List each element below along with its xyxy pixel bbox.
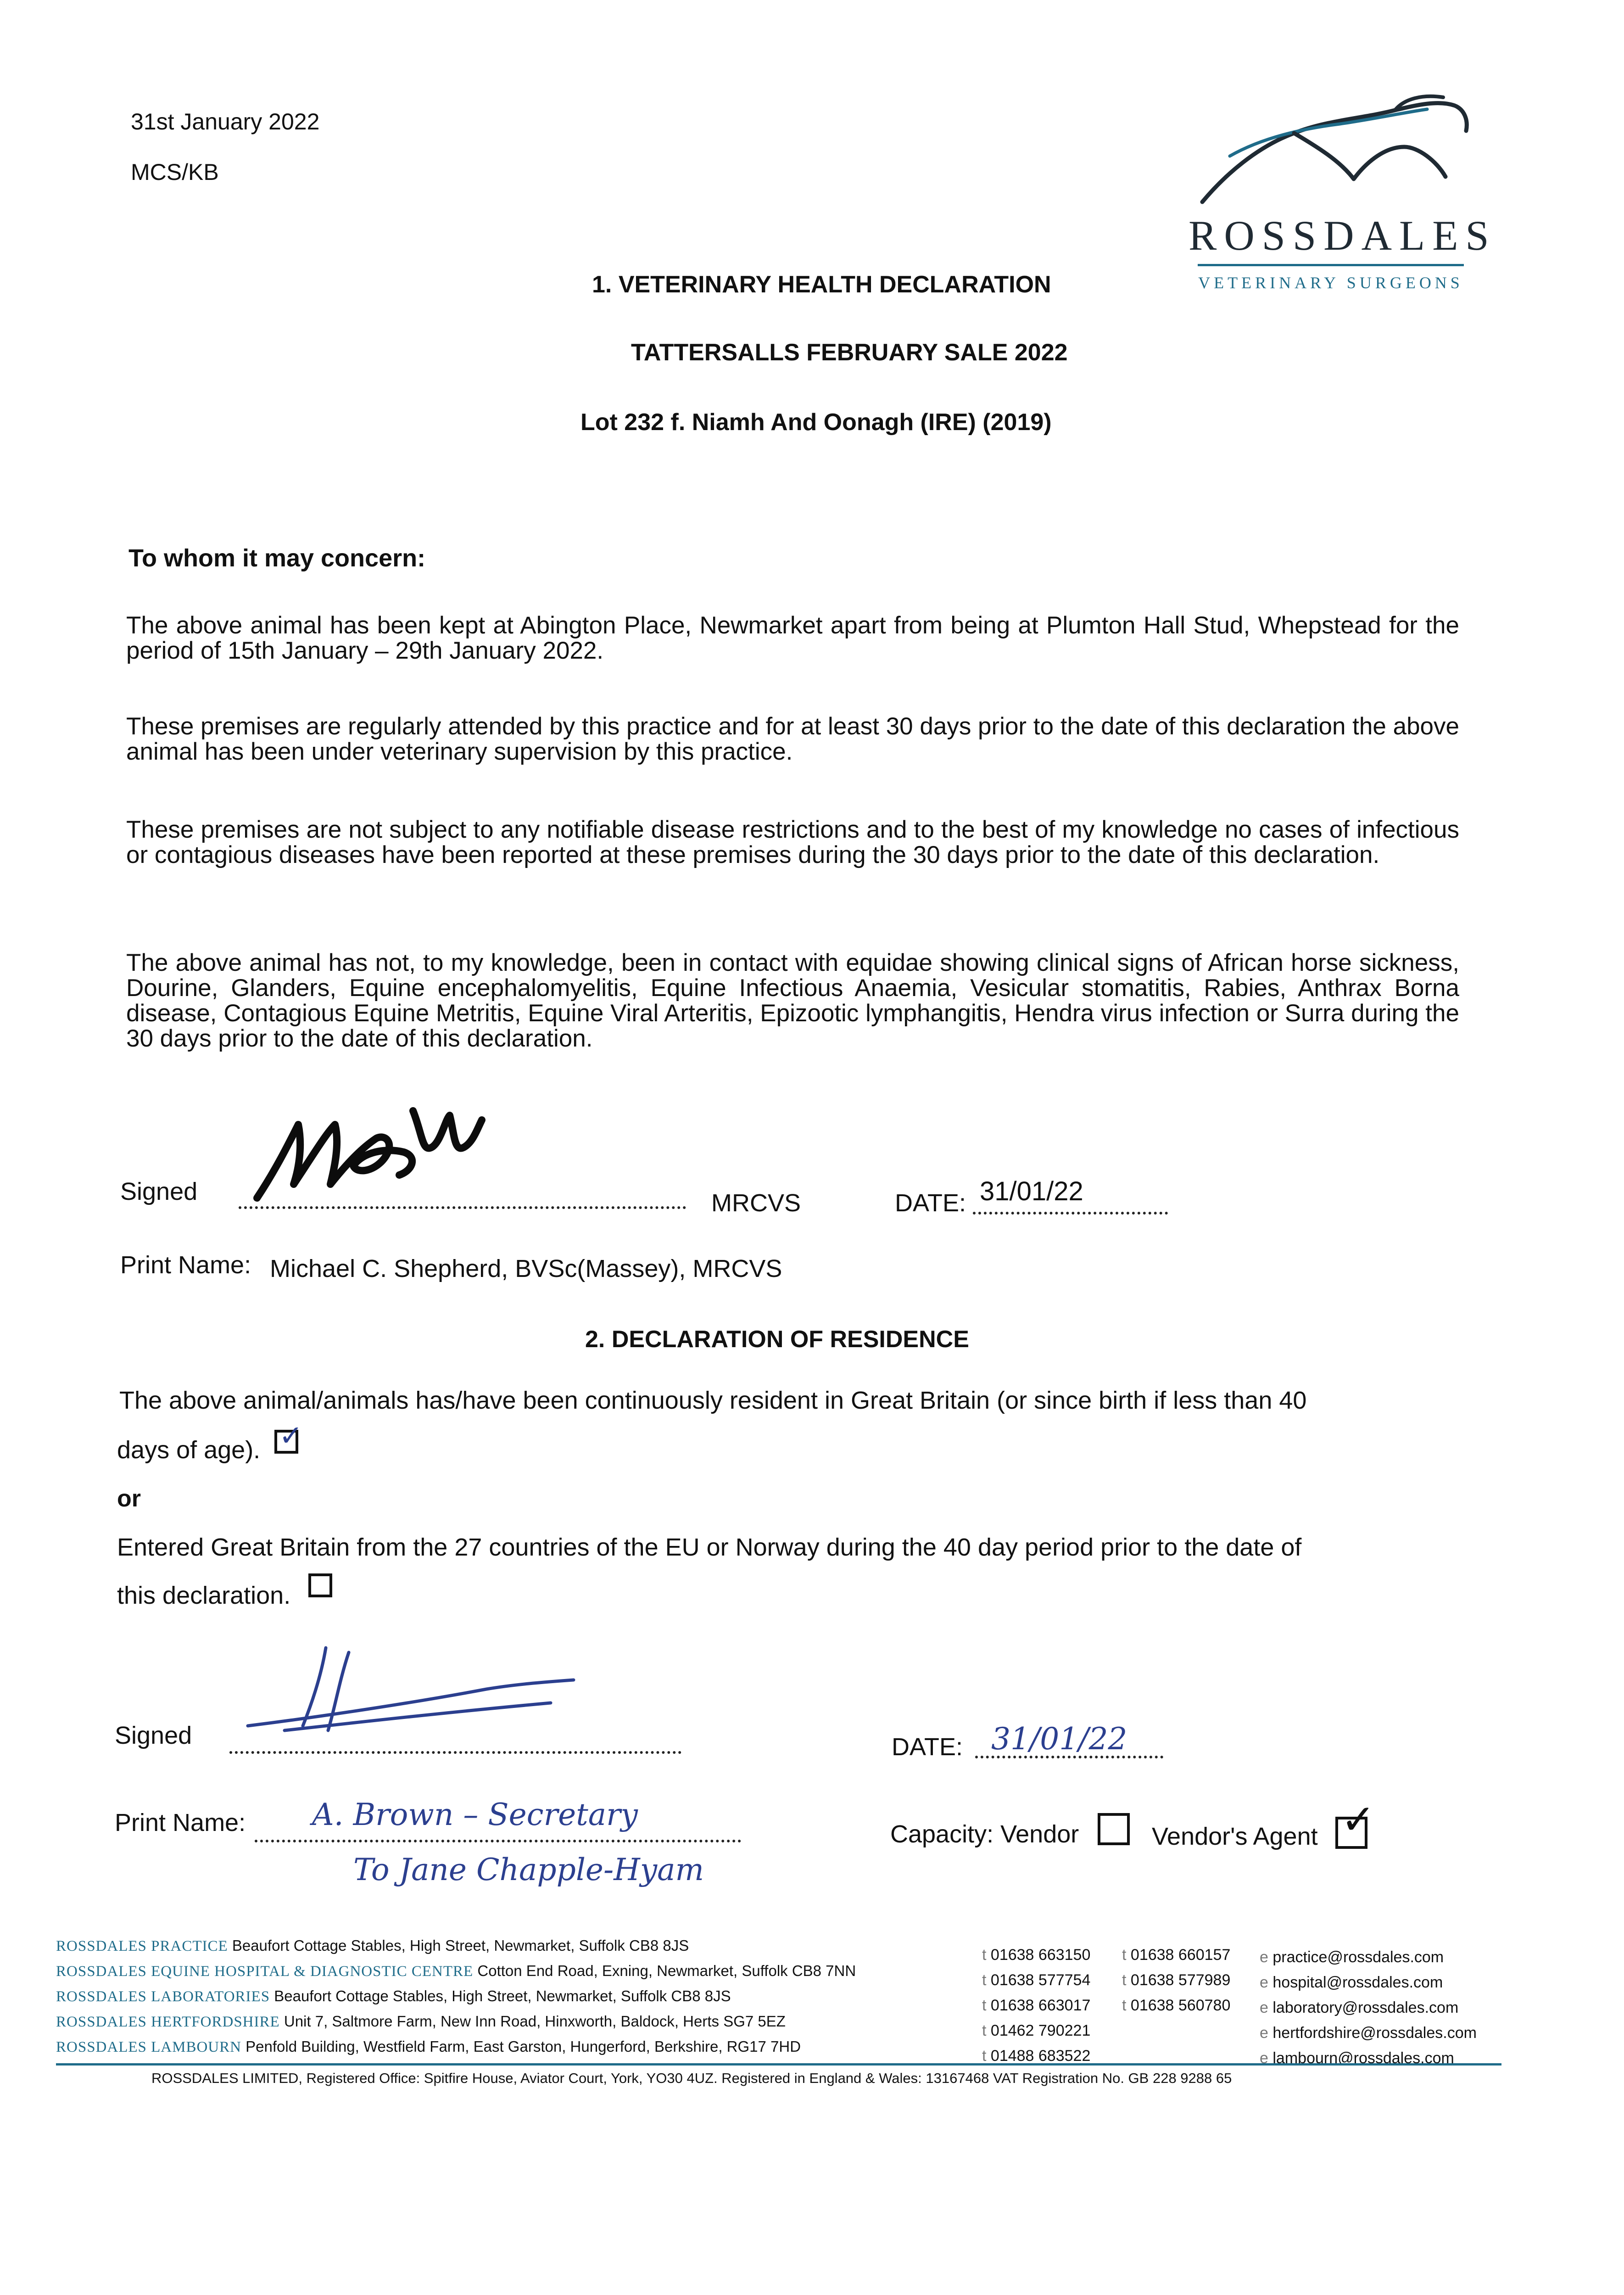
footer-phone-1b: t 01638 660157 (1122, 1946, 1231, 1964)
letter-date: 31st January 2022 (131, 109, 320, 134)
residence-option2-line1: Entered Great Britain from the 27 countries of the EU or Norway during the 40 day period prior to the date of (117, 1534, 1302, 1561)
vendor-checkbox[interactable] (1098, 1813, 1130, 1845)
footer-registered: ROSSDALES LIMITED, Registered Office: Spitfire House, Aviator Court, York, YO30 4UZ. Registered in England & Wales: 13167468 VAT Registration No. GB 228 9288 65 (151, 2070, 1232, 2086)
mrcvs-label: MRCVS (711, 1189, 801, 1217)
vendor-agent-label: Vendor's Agent (1152, 1823, 1318, 1850)
print-name-label-2: Print Name: (115, 1809, 246, 1836)
footer-office-1: ROSSDALES PRACTICE Beaufort Cottage Stables, High Street, Newmarket, Suffolk CB8 8JS (56, 1937, 689, 1954)
print-name-line-2 (255, 1840, 741, 1842)
check-mark-icon: ✓ (1341, 1797, 1376, 1843)
footer-phone-3b: t 01638 560780 (1122, 1997, 1231, 2014)
footer-divider (56, 2063, 1501, 2066)
vendor-agent-checkbox[interactable] (1335, 1797, 1376, 1849)
residence-option1-line2: days of age). (117, 1436, 261, 1464)
resident-gb-checkbox[interactable] (274, 1420, 303, 1454)
footer-office-3: ROSSDALES LABORATORIES Beaufort Cottage Stables, High Street, Newmarket, Suffolk CB8 8JS (56, 1987, 731, 2005)
footer-phone-3a: t 01638 663017 (982, 1997, 1091, 2014)
lot-title: Lot 232 f. Niamh And Oonagh (IRE) (2019) (580, 409, 1052, 436)
residence-option1-line1: The above animal/animals has/have been continuously resident in Great Britain (or since birth if less than 40 (119, 1387, 1307, 1414)
footer-phone-4a: t 01462 790221 (982, 2022, 1091, 2039)
date-label-2: DATE: (892, 1733, 963, 1761)
salutation: To whom it may concern: (128, 544, 426, 572)
section2-title: 2. DECLARATION OF RESIDENCE (585, 1326, 969, 1353)
footer-phone-5a: t 01488 683522 (982, 2047, 1091, 2065)
check-mark-icon: ✓ (279, 1420, 303, 1452)
logo-name: ROSSDALES (1189, 212, 1496, 259)
date-value-2: 31/01/22 (991, 1721, 1127, 1757)
sale-title: TATTERSALLS FEBRUARY SALE 2022 (631, 339, 1068, 366)
agent-signature (229, 1639, 587, 1744)
logo-divider (1198, 264, 1464, 266)
vet-signature (248, 1092, 505, 1212)
logo-tagline: VETERINARY SURGEONS (1198, 274, 1463, 292)
footer-phone-2b: t 01638 577989 (1122, 1971, 1231, 1989)
print-name-value-2b: To Jane Chapple-Hyam (353, 1852, 704, 1887)
print-name-value-1: Michael C. Shepherd, BVSc(Massey), MRCVS (270, 1255, 782, 1282)
or-label: or (117, 1485, 141, 1512)
paragraph-2: These premises are regularly attended by this practice and for at least 30 days prior to the date of this declaration the above animal has been under veterinary supervision by this practice. (126, 713, 1459, 765)
capacity-vendor-label: Capacity: Vendor (890, 1820, 1079, 1848)
horse-logo-icon (1189, 92, 1473, 211)
footer-office-2: ROSSDALES EQUINE HOSPITAL & DIAGNOSTIC CENTRE Cotton End Road, Exning, Newmarket, Suffolk CB8 7NN (56, 1962, 856, 1980)
footer-email-5[interactable]: e lambourn@rossdales.com (1260, 2049, 1454, 2067)
signature-line-2 (229, 1751, 681, 1754)
footer-email-1[interactable]: e practice@rossdales.com (1260, 1948, 1444, 1966)
footer-office-4: ROSSDALES HERTFORDSHIRE Unit 7, Saltmore Farm, New Inn Road, Hinxworth, Baldock, Herts SG7 5EZ (56, 2013, 786, 2030)
entered-gb-checkbox[interactable] (308, 1573, 332, 1597)
date-value-1: 31/01/22 (980, 1176, 1083, 1206)
paragraph-3: These premises are not subject to any notifiable disease restrictions and to the best of my knowledge no cases of infectious or contagious diseases have been reported at these premises during the 30 days prior to the date of this declaration. (126, 816, 1459, 868)
date-line-1 (973, 1212, 1168, 1215)
date-line-2 (975, 1756, 1163, 1758)
footer-office-5: ROSSDALES LAMBOURN Penfold Building, Westfield Farm, East Garston, Hungerford, Berkshire, RG17 7HD (56, 2038, 801, 2055)
signed-label-2: Signed (115, 1722, 192, 1749)
signature-line-1 (239, 1206, 686, 1209)
residence-option2-line2: this declaration. (117, 1582, 291, 1609)
date-label-1: DATE: (895, 1189, 966, 1217)
footer-email-3[interactable]: e laboratory@rossdales.com (1260, 1999, 1459, 2016)
paragraph-4: The above animal has not, to my knowledge, been in contact with equidae showing clinical signs of African horse sickness, Dourine, Glanders, Equine encephalomyelitis, Equine Infectious Anaemia, Vesicular stomatitis, Rabies, Anthrax Borna disease, Contagious Equine Metritis, Equine Viral Arteritis, Epizootic lymphangitis, Hendra virus infection or Surra during the 30 days prior to the date of this declaration. (126, 949, 1459, 1052)
footer-email-2[interactable]: e hospital@rossdales.com (1260, 1974, 1443, 1991)
letter-reference: MCS/KB (131, 159, 219, 185)
paragraph-1: The above animal has been kept at Abington Place, Newmarket apart from being at Plumton Hall Stud, Whepstead for the period of 15th January – 29th January 2022. (126, 612, 1459, 664)
footer-phone-2a: t 01638 577754 (982, 1971, 1091, 1989)
print-name-label-1: Print Name: (120, 1251, 251, 1279)
footer-phone-1a: t 01638 663150 (982, 1946, 1091, 1964)
rossdales-logo (1189, 92, 1496, 303)
section1-title: 1. VETERINARY HEALTH DECLARATION (592, 271, 1051, 298)
print-name-value-2a: A. Brown – Secretary (312, 1797, 638, 1832)
footer-email-4[interactable]: e hertfordshire@rossdales.com (1260, 2024, 1477, 2042)
signed-label-1: Signed (120, 1178, 198, 1205)
